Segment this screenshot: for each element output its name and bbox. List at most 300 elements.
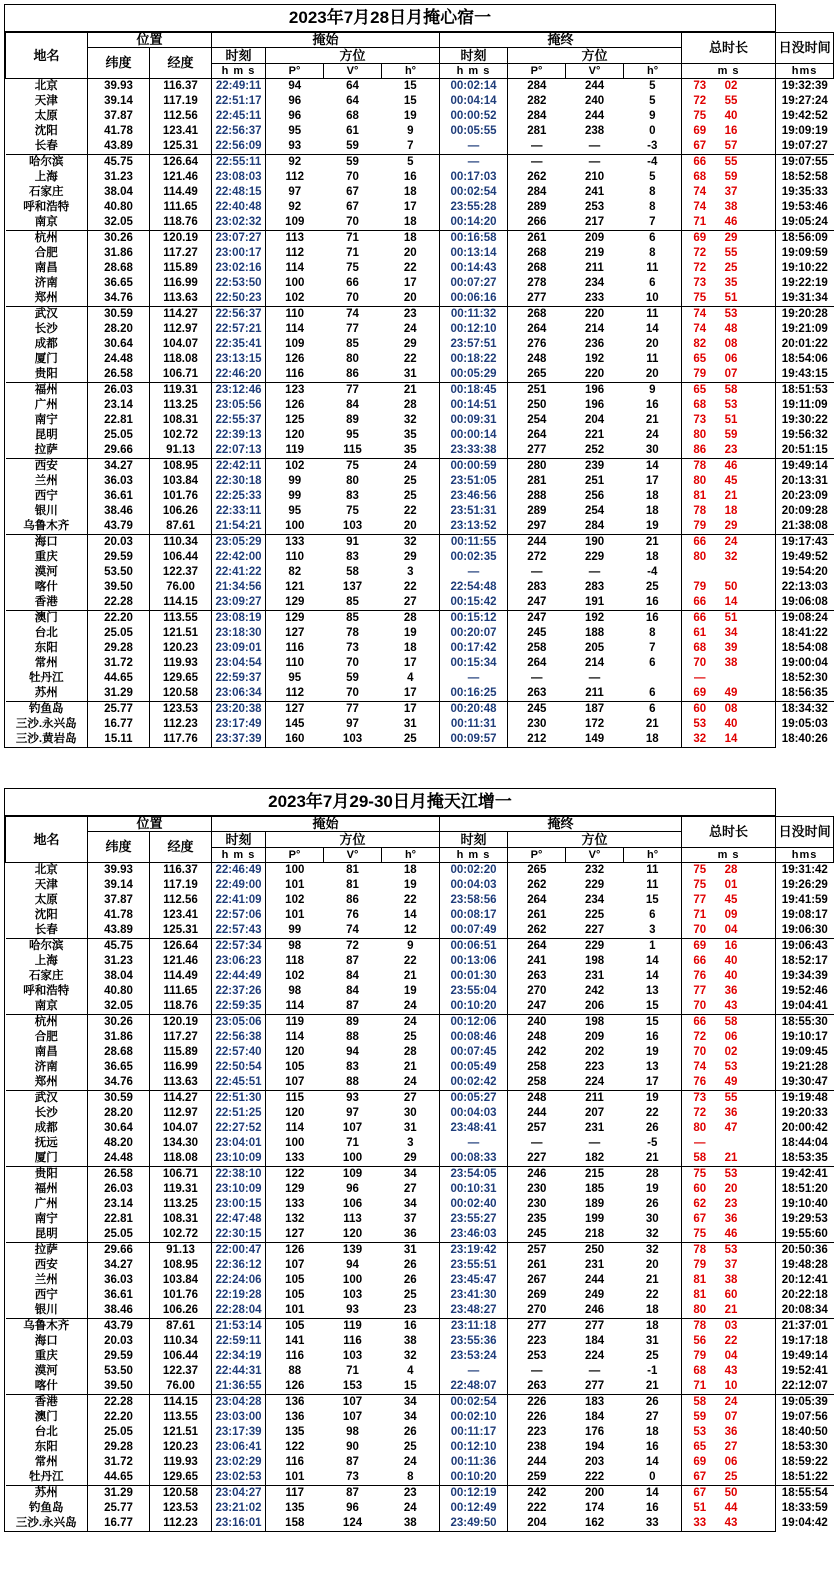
longitude: 106.71 bbox=[150, 1167, 212, 1183]
duration-min: 53 bbox=[693, 718, 707, 730]
start-V: 77 bbox=[324, 383, 382, 399]
table-row bbox=[6, 923, 834, 939]
start-V: 96 bbox=[346, 1183, 359, 1195]
duration-min: — bbox=[694, 672, 706, 684]
start-P: 129 bbox=[285, 596, 305, 608]
longitude: 118.08 bbox=[150, 352, 212, 367]
end-time: 23:49:50 bbox=[440, 1516, 508, 1531]
spacer-cell bbox=[745, 246, 776, 261]
start-V: 81 bbox=[346, 879, 359, 891]
start-V: 119 bbox=[324, 1319, 382, 1335]
end-P: 267 bbox=[527, 1274, 547, 1286]
start-P: 127 bbox=[285, 1228, 305, 1240]
end-P: 268 bbox=[527, 247, 547, 259]
longitude: 120.19 bbox=[150, 1015, 212, 1031]
spacer-cell bbox=[745, 1151, 776, 1167]
end-P: 258 bbox=[527, 642, 547, 654]
end-time: 23:55:04 bbox=[440, 984, 508, 999]
sunset-time: 19:05:39 bbox=[776, 1395, 834, 1411]
table-row bbox=[6, 398, 834, 413]
duration-sec: 14 bbox=[724, 596, 738, 608]
start-V: 75 bbox=[324, 459, 382, 475]
start-P: 96 bbox=[288, 95, 302, 107]
start-P: 100 bbox=[285, 277, 305, 289]
end-h: 20 bbox=[624, 367, 682, 383]
end-h: 16 bbox=[624, 1501, 682, 1516]
latitude: 22.28 bbox=[88, 1395, 150, 1411]
end-time: 00:08:33 bbox=[440, 1151, 508, 1167]
start-P: 101 bbox=[285, 1471, 305, 1483]
end-V: 149 bbox=[584, 733, 605, 745]
start-time: 22:40:48 bbox=[212, 200, 266, 215]
end-P: 268 bbox=[527, 262, 547, 274]
end-V: 174 bbox=[584, 1502, 605, 1514]
header-start-h: h° bbox=[382, 64, 440, 79]
start-time: 23:17:49 bbox=[212, 717, 266, 732]
start-h: 25 bbox=[382, 489, 440, 504]
latitude: 30.59 bbox=[88, 307, 150, 323]
start-time: 23:08:03 bbox=[212, 170, 266, 185]
latitude: 45.75 bbox=[88, 155, 150, 171]
end-P: 238 bbox=[527, 1441, 547, 1453]
start-V: 107 bbox=[324, 1395, 382, 1411]
end-P: 283 bbox=[527, 581, 547, 593]
start-h: 28 bbox=[382, 1045, 440, 1060]
latitude: 43.89 bbox=[88, 139, 150, 155]
start-V: 88 bbox=[346, 1076, 359, 1088]
start-P: 92 bbox=[288, 201, 302, 213]
duration-sec: 06 bbox=[724, 353, 738, 365]
start-P: 114 bbox=[285, 1000, 305, 1012]
end-P: 263 bbox=[527, 1380, 547, 1392]
end-V: 284 bbox=[584, 520, 605, 532]
start-V: 84 bbox=[346, 985, 359, 997]
end-h: 8 bbox=[624, 185, 682, 200]
longitude: 91.13 bbox=[150, 1243, 212, 1259]
place-name: 拉萨 bbox=[6, 443, 88, 459]
table-row bbox=[6, 1319, 834, 1335]
end-P: 257 bbox=[508, 1243, 566, 1259]
place-name: 济南 bbox=[6, 276, 88, 291]
latitude: 31.86 bbox=[88, 1030, 150, 1045]
end-V: 184 bbox=[584, 1411, 605, 1423]
start-time: 23:09:27 bbox=[212, 595, 266, 611]
spacer-cell bbox=[745, 185, 776, 200]
place-name: 呼和浩特 bbox=[6, 984, 88, 999]
start-V: 87 bbox=[324, 1486, 382, 1502]
spacer-cell bbox=[745, 1015, 776, 1031]
end-h: 19 bbox=[624, 519, 682, 535]
sunset-time: 18:40:26 bbox=[781, 733, 828, 745]
header-lat: 纬度 bbox=[88, 832, 150, 863]
start-time: 22:46:49 bbox=[212, 863, 266, 879]
end-P: 258 bbox=[527, 1061, 547, 1073]
start-time: 21:54:21 bbox=[212, 519, 266, 535]
table-row bbox=[6, 550, 834, 565]
table-row bbox=[6, 1349, 834, 1364]
spacer-cell bbox=[745, 504, 776, 519]
start-h: 19 bbox=[382, 984, 440, 999]
end-V: 198 bbox=[566, 1015, 624, 1031]
start-V: 87 bbox=[346, 1456, 359, 1468]
end-time: 00:00:59 bbox=[440, 459, 508, 475]
start-h: 38 bbox=[382, 1516, 440, 1531]
table-row bbox=[6, 1303, 834, 1319]
spacer-cell bbox=[745, 1060, 776, 1075]
end-time: 23:51:31 bbox=[440, 504, 508, 519]
duration-min: 86 bbox=[693, 444, 707, 456]
table-row bbox=[6, 1288, 834, 1303]
sunset-time: 18:52:58 bbox=[781, 171, 828, 183]
place-name: 西宁 bbox=[6, 1288, 88, 1303]
spacer-cell bbox=[745, 413, 776, 428]
start-time: 23:00:17 bbox=[212, 246, 266, 261]
start-V: 59 bbox=[324, 155, 382, 171]
spacer-cell bbox=[745, 1455, 776, 1470]
table-row bbox=[6, 1425, 834, 1440]
header-duration-ms: m s bbox=[682, 848, 776, 863]
start-V: 124 bbox=[342, 1517, 363, 1529]
start-V: 87 bbox=[346, 1000, 359, 1012]
place-name: 乌鲁木齐 bbox=[6, 519, 88, 535]
start-time: 23:06:34 bbox=[212, 686, 266, 702]
start-time: 22:51:30 bbox=[212, 1091, 266, 1107]
end-P: 253 bbox=[527, 1350, 547, 1362]
duration-min: 81 bbox=[693, 1289, 707, 1301]
duration-min: 33 bbox=[693, 1517, 707, 1529]
end-time: 00:11:36 bbox=[440, 1455, 508, 1470]
latitude: 34.27 bbox=[88, 1258, 150, 1273]
end-time: 23:41:30 bbox=[440, 1288, 508, 1303]
header-duration-ms: m s bbox=[682, 64, 776, 79]
duration-min: 74 bbox=[693, 186, 707, 198]
end-time: 00:09:31 bbox=[440, 413, 508, 428]
start-P: 160 bbox=[285, 733, 305, 745]
end-time: 23:53:24 bbox=[440, 1349, 508, 1364]
start-time: 22:46:20 bbox=[212, 367, 266, 383]
longitude: 116.99 bbox=[150, 1060, 212, 1075]
duration-min: 60 bbox=[693, 1183, 707, 1195]
duration-min: 71 bbox=[693, 909, 707, 921]
spacer-cell bbox=[745, 1349, 776, 1364]
place-name: 南京 bbox=[6, 999, 88, 1015]
end-P: 284 bbox=[527, 186, 547, 198]
longitude: 103.84 bbox=[150, 1273, 212, 1288]
start-P: 102 bbox=[285, 970, 305, 982]
latitude: 53.50 bbox=[88, 565, 150, 580]
start-V: 103 bbox=[342, 733, 363, 745]
end-V: 227 bbox=[584, 924, 605, 936]
table-row bbox=[6, 893, 834, 908]
table-row bbox=[6, 656, 834, 671]
end-time: 22:48:07 bbox=[440, 1379, 508, 1395]
start-V: 86 bbox=[346, 894, 359, 906]
end-time: 00:15:34 bbox=[440, 656, 508, 671]
start-P: 145 bbox=[285, 718, 305, 730]
start-time: 23:04:01 bbox=[212, 1136, 266, 1151]
occultation-table-1 bbox=[4, 4, 831, 748]
sunset-time: 21:38:08 bbox=[781, 520, 828, 532]
latitude: 32.05 bbox=[88, 215, 150, 231]
longitude: 102.72 bbox=[150, 428, 212, 443]
place-name: 石家庄 bbox=[6, 969, 88, 984]
latitude: 22.81 bbox=[88, 1212, 150, 1227]
sunset-time: 19:52:41 bbox=[781, 1365, 828, 1377]
sunset-time: 20:13:31 bbox=[781, 475, 828, 487]
start-time: 22:45:51 bbox=[212, 1075, 266, 1091]
start-V: 84 bbox=[346, 399, 359, 411]
end-time: 00:00:52 bbox=[440, 109, 508, 124]
place-name: 哈尔滨 bbox=[6, 155, 88, 171]
latitude: 20.03 bbox=[88, 535, 150, 551]
header-end-V: V° bbox=[566, 848, 624, 863]
sunset-time: 19:11:09 bbox=[782, 399, 828, 411]
table-row bbox=[6, 626, 834, 641]
longitude: 113.55 bbox=[150, 611, 212, 627]
end-time: 00:11:17 bbox=[440, 1425, 508, 1440]
duration-sec: 27 bbox=[724, 1441, 738, 1453]
latitude: 22.28 bbox=[88, 595, 150, 611]
end-time: 00:12:10 bbox=[440, 322, 508, 337]
end-V: 221 bbox=[584, 429, 605, 441]
spacer-cell bbox=[745, 1197, 776, 1212]
end-h: 11 bbox=[624, 863, 682, 879]
header-place: 地名 bbox=[6, 33, 88, 79]
end-V: — bbox=[588, 672, 601, 684]
spacer-cell bbox=[745, 565, 776, 580]
latitude: 28.20 bbox=[88, 322, 150, 337]
end-V: 231 bbox=[584, 1122, 605, 1134]
duration-min: 65 bbox=[693, 353, 707, 365]
header-start: 掩始 bbox=[212, 33, 440, 48]
sunset-time: 18:53:30 bbox=[781, 1441, 828, 1453]
end-time: 23:46:03 bbox=[440, 1227, 508, 1243]
spacer-cell bbox=[745, 626, 776, 641]
table-row bbox=[6, 984, 834, 999]
start-time: 23:06:23 bbox=[212, 954, 266, 969]
longitude: 121.51 bbox=[150, 626, 212, 641]
duration-sec: 49 bbox=[724, 1076, 738, 1088]
duration-min: 56 bbox=[693, 1335, 707, 1347]
longitude: 118.76 bbox=[150, 215, 212, 231]
start-time: 22:51:25 bbox=[212, 1106, 266, 1121]
duration-min: 65 bbox=[693, 1441, 707, 1453]
end-time: 00:12:49 bbox=[440, 1501, 508, 1516]
start-V: 100 bbox=[342, 1274, 363, 1286]
longitude: 108.31 bbox=[150, 1212, 212, 1227]
header-start-azimuth: 方位 bbox=[266, 832, 440, 848]
start-time: 22:38:10 bbox=[212, 1167, 266, 1183]
table-row bbox=[6, 428, 834, 443]
end-time: 00:11:31 bbox=[440, 717, 508, 732]
end-h: 15 bbox=[624, 999, 682, 1015]
duration-min: 58 bbox=[682, 1395, 718, 1411]
latitude: 20.03 bbox=[88, 1334, 150, 1349]
place-name: 常州 bbox=[6, 656, 88, 671]
place-name: 天津 bbox=[6, 94, 88, 109]
duration-sec: 55 bbox=[724, 95, 738, 107]
place-name: 东阳 bbox=[6, 1440, 88, 1455]
end-time: 00:04:14 bbox=[440, 94, 508, 109]
end-h: 26 bbox=[624, 1197, 682, 1212]
place-name: 石家庄 bbox=[6, 185, 88, 200]
place-name: 澳门 bbox=[6, 611, 88, 627]
place-name: 三沙.黄岩岛 bbox=[6, 732, 88, 747]
table-row bbox=[6, 595, 834, 611]
start-h: 18 bbox=[382, 215, 440, 231]
duration-sec: 58 bbox=[718, 1015, 745, 1031]
sunset-time: 18:53:35 bbox=[781, 1152, 828, 1164]
place-name: 昆明 bbox=[6, 1227, 88, 1243]
start-h: 31 bbox=[382, 717, 440, 732]
duration-sec: 02 bbox=[718, 79, 745, 95]
start-time: 22:24:06 bbox=[212, 1273, 266, 1288]
table-row bbox=[6, 261, 834, 276]
start-V: 74 bbox=[346, 924, 359, 936]
end-P: — bbox=[508, 155, 566, 171]
start-P: 98 bbox=[288, 985, 302, 997]
start-h: 27 bbox=[382, 1182, 440, 1197]
table-row bbox=[6, 732, 834, 747]
duration-sec: 50 bbox=[724, 581, 738, 593]
header-lon: 经度 bbox=[150, 832, 212, 863]
start-h: 15 bbox=[382, 94, 440, 109]
table-row bbox=[6, 124, 834, 139]
place-name: 海口 bbox=[6, 535, 88, 551]
start-V: 90 bbox=[346, 1441, 359, 1453]
end-h: 32 bbox=[624, 1243, 682, 1259]
table-row bbox=[6, 1015, 834, 1031]
place-name: 牡丹江 bbox=[6, 671, 88, 686]
duration-min: 79 bbox=[693, 581, 707, 593]
start-h: 25 bbox=[382, 1288, 440, 1303]
end-h: 19 bbox=[624, 1091, 682, 1107]
end-time: 00:12:19 bbox=[440, 1486, 508, 1502]
end-time: 00:18:45 bbox=[440, 383, 508, 399]
sunset-time: 19:30:22 bbox=[781, 414, 828, 426]
header-end: 掩终 bbox=[440, 33, 682, 48]
start-P: 95 bbox=[288, 125, 302, 137]
place-name: 长沙 bbox=[6, 322, 88, 337]
end-h: 11 bbox=[624, 261, 682, 276]
spacer-cell bbox=[745, 1470, 776, 1486]
start-h: 29 bbox=[382, 337, 440, 352]
end-time: 00:09:57 bbox=[440, 732, 508, 747]
longitude: 119.93 bbox=[150, 1455, 212, 1470]
place-name: 沈阳 bbox=[6, 124, 88, 139]
duration-min: 78 bbox=[682, 459, 718, 475]
header-duration: 总时长 bbox=[682, 817, 776, 848]
duration-sec: 07 bbox=[724, 368, 738, 380]
latitude: 53.50 bbox=[88, 1364, 150, 1379]
duration-min: 59 bbox=[693, 1411, 707, 1423]
end-h: 14 bbox=[624, 459, 682, 475]
start-time: 21:53:14 bbox=[212, 1319, 266, 1335]
end-V: 244 bbox=[566, 79, 624, 95]
latitude: 29.66 bbox=[88, 1243, 150, 1259]
header-sunset-hms: hms bbox=[776, 848, 834, 863]
longitude: 106.44 bbox=[150, 550, 212, 565]
duration-sec: 57 bbox=[724, 140, 738, 152]
latitude: 43.79 bbox=[88, 519, 150, 535]
spacer-cell bbox=[745, 474, 776, 489]
sunset-time: 18:44:04 bbox=[781, 1137, 828, 1149]
place-name: 牡丹江 bbox=[6, 1470, 88, 1486]
latitude: 40.80 bbox=[88, 200, 150, 215]
start-P: 135 bbox=[285, 1426, 305, 1438]
sunset-time: 22:12:07 bbox=[781, 1380, 828, 1392]
place-name: 成都 bbox=[6, 337, 88, 352]
duration-min: 77 bbox=[693, 894, 707, 906]
table-row bbox=[6, 1075, 834, 1091]
end-time: — bbox=[440, 565, 508, 580]
end-V: — bbox=[588, 1137, 601, 1149]
table-row bbox=[6, 1273, 834, 1288]
start-h: 29 bbox=[382, 1151, 440, 1167]
start-time: 22:56:09 bbox=[212, 139, 266, 155]
start-h: 35 bbox=[382, 443, 440, 459]
table-row bbox=[6, 702, 834, 718]
sunset-time: 19:06:43 bbox=[776, 939, 834, 955]
end-h: 0 bbox=[624, 1470, 682, 1486]
end-P: 264 bbox=[527, 323, 547, 335]
place-name: 喀什 bbox=[6, 580, 88, 595]
place-name: 呼和浩特 bbox=[6, 200, 88, 215]
end-V: 183 bbox=[566, 1395, 624, 1411]
latitude: 30.64 bbox=[88, 1121, 150, 1136]
sunset-time: 18:33:59 bbox=[781, 1502, 828, 1514]
sunset-time: 19:27:24 bbox=[781, 95, 828, 107]
duration-sec: 21 bbox=[724, 1152, 738, 1164]
start-time: 23:04:54 bbox=[212, 656, 266, 671]
start-V: 71 bbox=[346, 247, 359, 259]
end-time: 23:55:51 bbox=[440, 1258, 508, 1273]
sunset-time: 19:21:09 bbox=[781, 323, 828, 335]
end-h: 26 bbox=[624, 1395, 682, 1411]
sunset-time: 19:31:42 bbox=[776, 863, 834, 879]
end-P: 262 bbox=[527, 924, 547, 936]
start-V: 83 bbox=[346, 551, 359, 563]
start-V: 89 bbox=[346, 414, 359, 426]
latitude: 36.03 bbox=[88, 1273, 150, 1288]
start-time: 23:05:29 bbox=[212, 535, 266, 551]
end-V: 217 bbox=[584, 216, 605, 228]
place-name: 武汉 bbox=[6, 1091, 88, 1107]
start-time: 22:28:04 bbox=[212, 1303, 266, 1319]
start-V: 83 bbox=[346, 490, 359, 502]
duration-min: 74 bbox=[693, 323, 707, 335]
longitude: 106.44 bbox=[150, 1349, 212, 1364]
end-V: 162 bbox=[584, 1517, 605, 1529]
start-time: 23:10:09 bbox=[212, 1182, 266, 1197]
place-name: 银川 bbox=[6, 504, 88, 519]
table-row bbox=[6, 1243, 834, 1259]
end-h: 18 bbox=[624, 1425, 682, 1440]
end-time: 00:12:06 bbox=[440, 1015, 508, 1031]
duration-min: 75 bbox=[693, 292, 707, 304]
duration-sec: 29 bbox=[724, 520, 738, 532]
end-h bbox=[624, 671, 682, 686]
header-lon: 经度 bbox=[150, 48, 212, 79]
latitude: 25.77 bbox=[88, 702, 150, 718]
start-h: 22 bbox=[382, 580, 440, 595]
start-V: 95 bbox=[346, 429, 359, 441]
table-row bbox=[6, 671, 834, 686]
start-P: 158 bbox=[285, 1517, 305, 1529]
table-row bbox=[6, 337, 834, 352]
latitude: 28.68 bbox=[88, 261, 150, 276]
spacer-cell bbox=[745, 702, 776, 718]
